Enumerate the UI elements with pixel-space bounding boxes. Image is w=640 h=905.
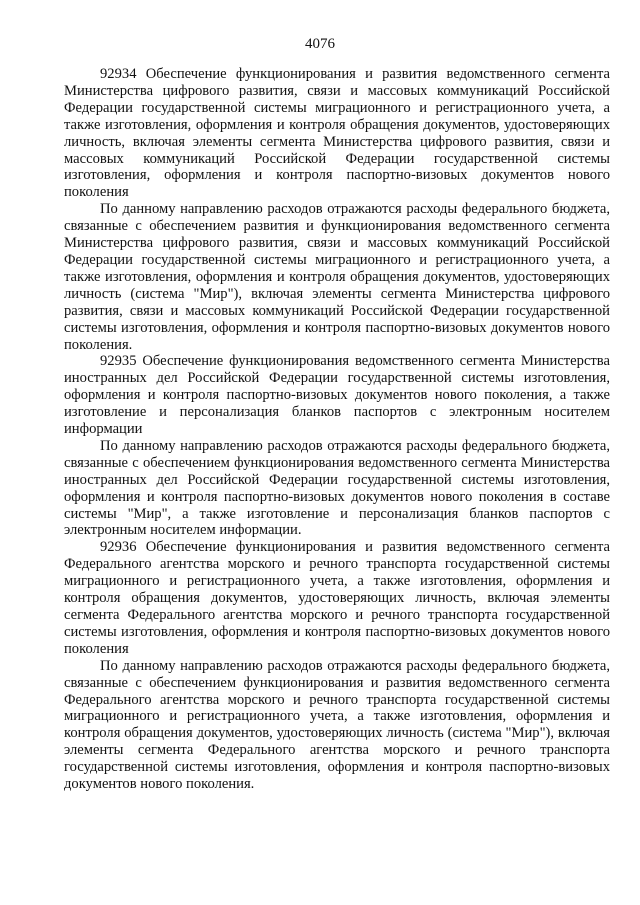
section-92935-heading bbox=[64, 353, 610, 438]
section-92936-body: По данному направлению расходов отражаются расходы федерального бюджета, связанные с обеспечением функционирования и развития ведомственного сегмента Федерального агентства морского и речного транспорта государственной системы миграционного и регистрационного учета, а также изготовления, оформления и контроля обращения документов, удостоверяющих личность (система "Мир"), включая элементы сегмента Федерального агентства морского и речного транспорта государственной системы изготовления, оформления и контроля паспортно-визовых документов нового поколения. bbox=[64, 657, 610, 793]
section-92935-body: По данному направлению расходов отражаются расходы федерального бюджета, связанные с обеспечением функционирования ведомственного сегмента Министерства иностранных дел Российской Федерации государственной системы изготовления, оформления и контроля паспортно-визовых документов нового поколения в составе системы "Мир", а также изготовление и персонализация бланков паспортов с электронным носителем информации. bbox=[64, 437, 610, 539]
section-code: 92935 bbox=[100, 353, 137, 370]
section-heading-text: Обеспечение функционирования и развития ведомственного сегмента Федерального агентства морского и речного транспорта государственной системы миграционного и регистрационного учета, а также изготовления, оформления и контроля обращения документов, удостоверяющих личность, включая элементы сегмента Федерального агентства морского и речного транспорта государственной системы изготовления, оформления и контроля паспортно-визовых документов нового поколения bbox=[64, 539, 610, 657]
section-92934-heading bbox=[64, 66, 610, 201]
section-heading-text: Обеспечение функционирования и развития ведомственного сегмента Министерства цифрового развития, связи и массовых коммуникаций Российской Федерации государственной системы миграционного и регистрационного учета, а также изготовления, оформления и контроля обращения документов, удостоверяющих личность, включая элементы сегмента Министерства цифрового развития, связи и массовых коммуникаций Российской Федерации государственной системы изготовления, оформления и контроля паспортно-визовых документов нового поколения bbox=[64, 66, 610, 201]
section-code: 92934 bbox=[100, 66, 137, 82]
section-code: 92936 bbox=[100, 539, 137, 556]
section-92936-heading bbox=[64, 539, 610, 657]
document-body bbox=[64, 66, 610, 793]
section-92934-body: По данному направлению расходов отражаются расходы федерального бюджета, связанные с обеспечением развития и функционирования ведомственного сегмента Министерства цифрового развития, связи и массовых коммуникаций Российской Федерации государственной системы миграционного и регистрационного учета, а также изготовления, оформления и контроля обращения документов, удостоверяющих личность (система "Мир"), включая элементы сегмента Министерства цифрового развития, связи и массовых коммуникаций Российской Федерации государственной системы изготовления, оформления и контроля паспортно-визовых документов нового поколения. bbox=[64, 201, 610, 353]
page-number: 4076 bbox=[305, 36, 335, 52]
section-heading-text: Обеспечение функционирования ведомственного сегмента Министерства иностранных дел Российской Федерации государственной системы изготовления, оформления и контроля паспортно-визовых документов нового поколения, а также изготовление и персонализация бланков паспортов с электронным носителем информации bbox=[64, 353, 610, 438]
